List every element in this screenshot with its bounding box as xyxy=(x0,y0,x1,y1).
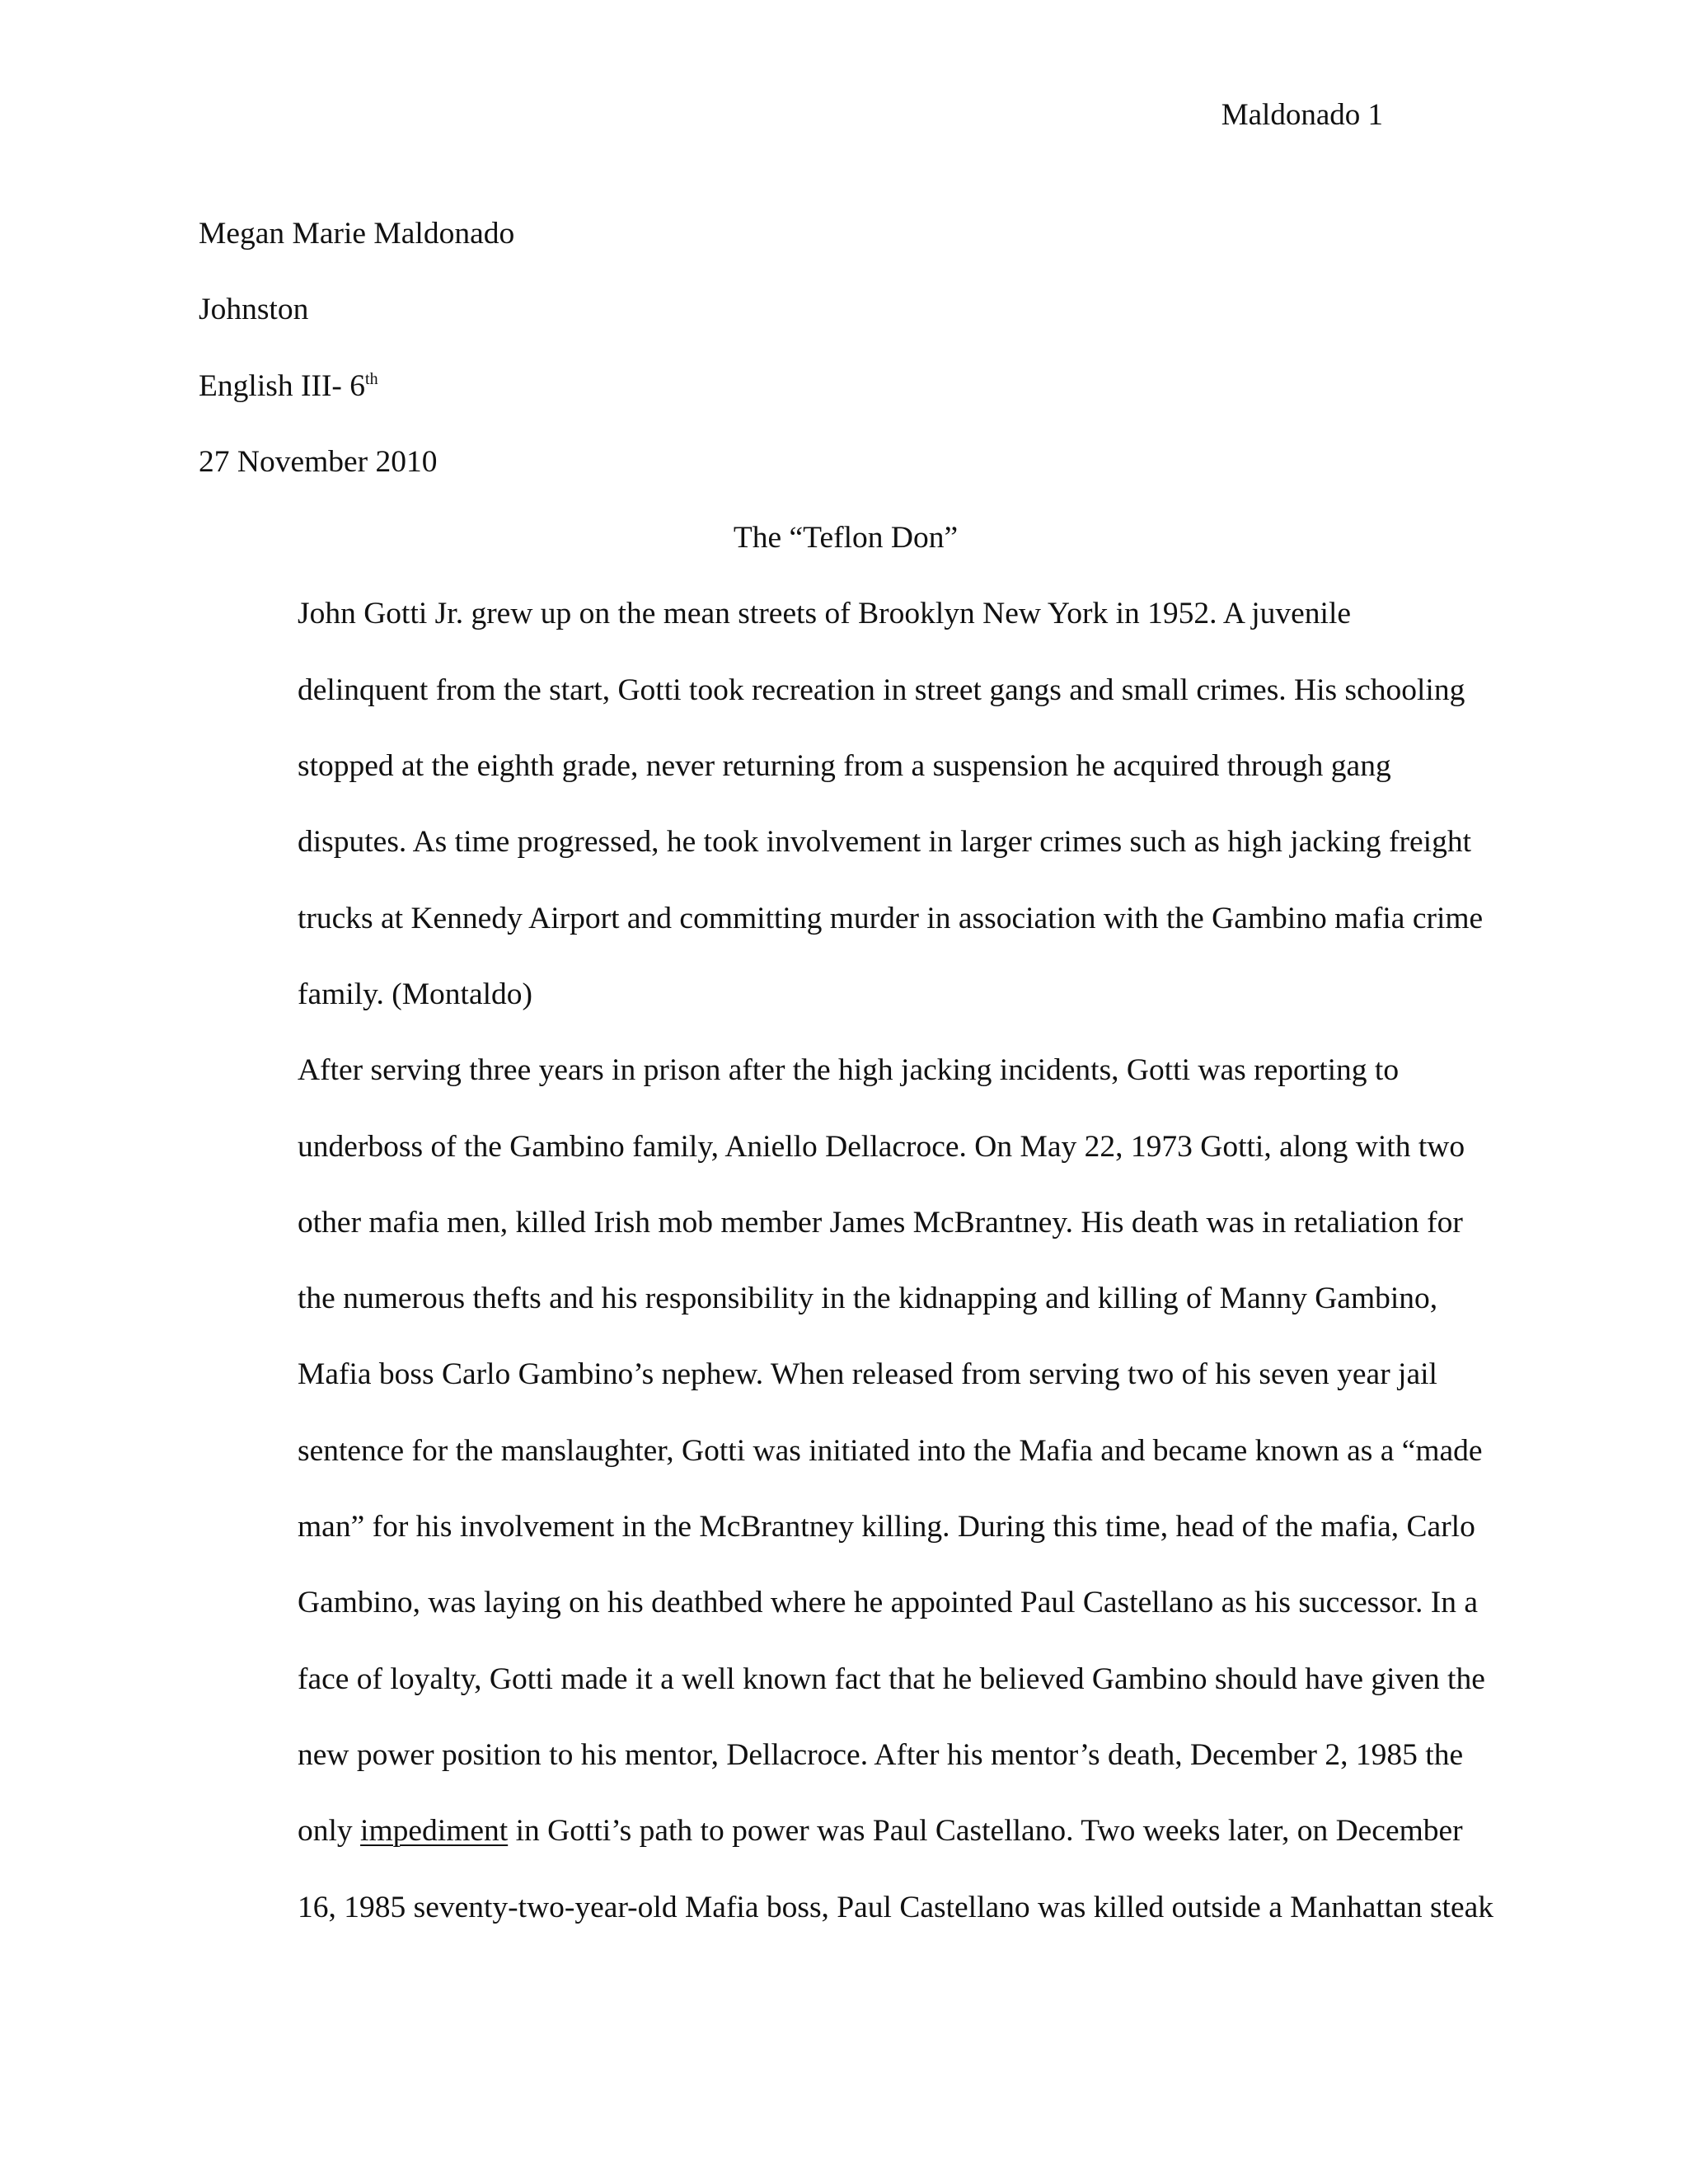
text-line: Gambino, was laying on his deathbed where he appointed Paul Castellano as his successor. In a xyxy=(298,1586,1478,1620)
essay-title: The “Teflon Don” xyxy=(733,521,959,555)
text-line: 16, 1985 seventy-two-year-old Mafia boss, Paul Castellano was killed outside a Manhattan steak xyxy=(298,1890,1494,1924)
essay-body xyxy=(199,196,1493,1946)
text-line: family. (Montaldo) xyxy=(298,977,533,1011)
text-line: trucks at Kennedy Airport and committing murder in association with the Gambino mafia crime xyxy=(298,901,1484,935)
text-segment: in Gotti’s path to power was Paul Castellano. Two weeks later, on December xyxy=(508,1814,1463,1849)
text-line: other mafia men, killed Irish mob member James McBrantney. His death was in retaliation for xyxy=(298,1205,1463,1240)
text-line: face of loyalty, Gotti made it a well known fact that he believed Gambino should have given the xyxy=(298,1661,1485,1696)
text-line: After serving three years in prison after the high jacking incidents, Gotti was reporting to xyxy=(298,1053,1400,1088)
text-segment: only xyxy=(298,1814,361,1849)
author-name: Megan Marie Maldonado xyxy=(199,217,515,251)
page-header: Maldonado 1 xyxy=(1221,98,1383,132)
text-line-with-underline xyxy=(199,1793,1493,1869)
text-line: disputes. As time progressed, he took involvement in larger crimes such as high jacking freight xyxy=(298,825,1472,860)
text-line: stopped at the eighth grade, never returning from a suspension he acquired through gang xyxy=(298,749,1391,784)
paragraph-1 xyxy=(199,576,1493,1033)
text-line: Mafia boss Carlo Gambino’s nephew. When released from serving two of his seven year jail xyxy=(298,1357,1437,1392)
instructor-name: Johnston xyxy=(199,293,309,327)
course-text: English III- 6 xyxy=(199,368,366,403)
text-line: the numerous thefts and his responsibility in the kidnapping and killing of Manny Gambino, xyxy=(298,1282,1438,1316)
underlined-word: impediment xyxy=(360,1814,509,1849)
text-line: John Gotti Jr. grew up on the mean streets of Brooklyn New York in 1952. A juvenile xyxy=(298,597,1352,631)
course-name xyxy=(199,349,1493,424)
essay-date: 27 November 2010 xyxy=(199,444,438,479)
text-line: delinquent from the start, Gotti took recreation in street gangs and small crimes. His schooling xyxy=(298,673,1465,707)
text-line: man” for his involvement in the McBrantney killing. During this time, head of the mafia, Carlo xyxy=(298,1510,1475,1544)
text-line: sentence for the manslaughter, Gotti was initiated into the Mafia and became known as a “made xyxy=(298,1433,1483,1468)
text-line: new power position to his mentor, Dellacroce. After his mentor’s death, December 2, 1985 the xyxy=(298,1737,1464,1772)
text-line: underboss of the Gambino family, Aniello Dellacroce. On May 22, 1973 Gotti, along with two xyxy=(298,1129,1465,1164)
course-superscript: th xyxy=(365,369,378,388)
paragraph-2 xyxy=(199,1033,1493,1946)
